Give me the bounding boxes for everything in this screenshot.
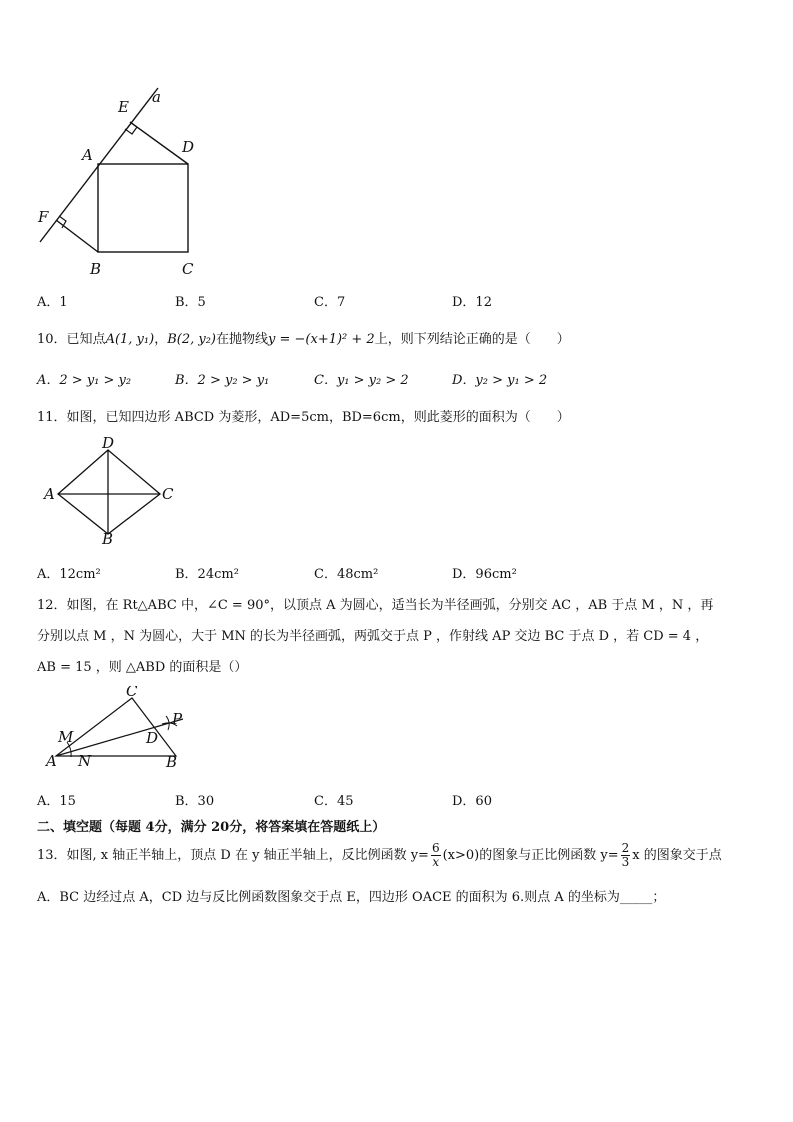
triangle-label-d: D [146,729,159,747]
q13-frac2-num: 2 [621,841,630,855]
q11-option-b[interactable]: B．24cm² [175,567,239,582]
square-abcd [98,164,188,252]
q11-option-a[interactable]: A．12cm² [37,567,101,582]
segment-bf [56,220,98,252]
q11-option-c[interactable]: C．48cm² [314,567,379,582]
figure-rhombus [38,436,188,546]
q12-line2: 分别以点 M ，N 为圆心，大于 MN 的长为半径画弧，两弧交于点 P ，作射线 AP 交边 BC 于点 D ，若 CD = 4 ， [37,629,709,644]
q12-line1: 12．如图，在 Rt△ABC 中，∠C = 90°，以顶点 A 为圆心，适当长为半径画弧，分别交 AC ，AB 于点 M ，N ，再 [37,598,714,613]
q12-option-c[interactable]: C．45 [314,794,354,809]
triangle-abc [56,698,176,756]
q13-line1 [37,842,722,869]
q10-point-b: B(2, y₂) [167,332,216,347]
q10-option-b[interactable]: B．2 > y₂ > y₁ [175,373,270,388]
q13-part2: (x>0)的图象与正比例函数 y= [442,848,619,863]
q9-option-d[interactable]: D．12 [452,295,492,310]
q10-sep: ， [154,332,168,347]
q10-number: 10． [37,332,67,347]
rhombus-abcd [58,450,160,534]
segment-de [130,122,188,164]
q11-option-d[interactable]: D．96cm² [452,567,517,582]
rhombus-label-b: B [102,530,114,546]
rhombus-label-c: C [162,485,174,503]
q10-option-a[interactable]: A．2 > y₁ > y₂ [37,373,132,388]
q10-option-d[interactable]: D．y₂ > y₁ > 2 [452,373,548,388]
q11-options [37,563,597,583]
q10-mid: 在抛物线 [216,332,269,347]
q10-options [37,369,597,389]
q9-option-b[interactable]: B．5 [175,295,206,310]
figure-right-triangle [40,686,200,776]
q13-frac2-den: 3 [621,855,630,869]
q10-intro: 已知点 [66,332,106,347]
q13-part3: x 的图象交于点 [632,848,722,863]
q10-parabola: y = −(x+1)² + 2 [268,332,375,347]
rhombus-label-d: D [102,436,115,452]
label-d: D [182,138,195,156]
q13-frac1-den: x [432,855,440,869]
q10-point-a: A(1, y₁) [105,332,155,347]
q12-line3: AB = 15 ，则 △ABD 的面积是（） [37,660,248,675]
q12-option-b[interactable]: B．30 [175,794,215,809]
label-b: B [90,260,102,278]
q9-option-c[interactable]: C．7 [314,295,346,310]
label-e: E [118,98,129,116]
triangle-label-p: P [172,710,183,728]
triangle-label-b: B [166,753,178,771]
q13-frac1-num: 6 [431,841,440,855]
q12-option-a[interactable]: A．15 [37,794,76,809]
label-a-line: a [152,88,161,106]
q9-options [37,291,597,311]
triangle-label-c: C [126,686,138,700]
q9-option-a[interactable]: A．1 [37,295,68,310]
ray-ap [56,719,183,756]
label-c: C [182,260,194,278]
label-f: F [38,208,49,226]
triangle-label-m: M [58,728,74,746]
q12-option-d[interactable]: D．60 [452,794,492,809]
q10-stem [37,328,570,347]
q13-line2: A．BC 边经过点 A，CD 边与反比例函数图象交于点 E，四边形 OACE 的面积为 6.则点 A 的坐标为_____； [37,890,666,905]
label-a: A [82,146,93,164]
q10-option-c[interactable]: C．y₁ > y₂ > 2 [314,373,409,388]
q13-frac-2-over-3 [621,842,631,869]
q11-stem: 11．如图，已知四边形 ABCD 为菱形，AD=5cm，BD=6cm，则此菱形的面积为（ ） [37,410,570,425]
triangle-label-n: N [78,752,92,770]
section-fill-in-heading: 二、填空题（每题 4分，满分 20分，将答案填在答题纸上） [37,820,386,835]
q13-frac-6-over-x [431,842,441,869]
triangle-label-a: A [46,752,57,770]
q13-part1: 13．如图, x 轴正半轴上，顶点 D 在 y 轴正半轴上，反比例函数 y= [37,848,429,863]
q12-options [37,790,597,810]
rhombus-label-a: A [44,485,55,503]
figure-square-line [30,80,210,280]
line-a [40,88,158,242]
q10-tail: 上，则下列结论正确的是（ ） [374,332,570,347]
